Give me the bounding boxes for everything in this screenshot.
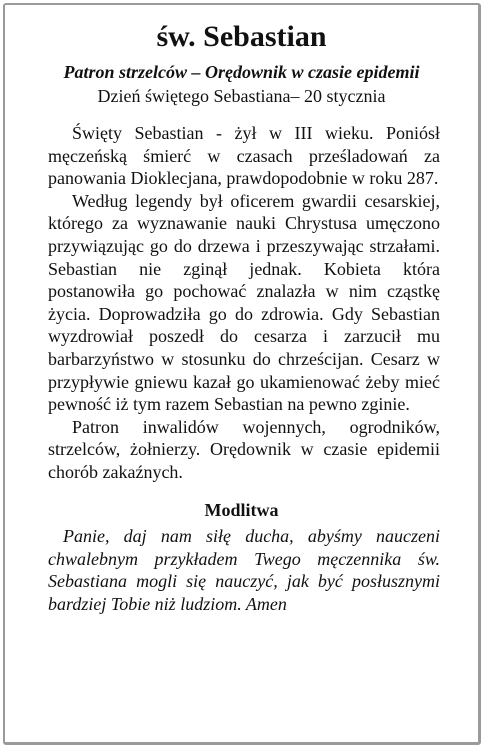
biography-paragraph: Według legendy był oficerem gwardii cesarskiej, którego za wyznawanie nauki Chrystusa umęczono przywiązując go do drzewa i przeszywając strzałami. Sebastian nie zginął jednak. Kobieta która postanowiła go pochować znalazła w nim cząstkę życia. Doprowadziła go do zdrowia. Gdy Sebastian wyzdrowiał poszedł do cesarza i zarzucił mu barbarzyństwo w stosunku do chrześcijan. Cesarz w przypływie gniewu kazał go ukamienować żeby mieć pewność iż tym razem Sebastian na pewno zginie.: [48, 190, 440, 415]
card-header: [5, 19, 478, 107]
biography-paragraph: Patron inwalidów wojennych, ogrodników, strzelców, żołnierzy. Orędownik w czasie epidemii chorób zakaźnych.: [48, 416, 440, 482]
biography-text: [48, 122, 440, 484]
biography-paragraph: Święty Sebastian - żył w III wieku. Poniósł męczeńską śmierć w czasach prześladowań za panowania Dioklecjana, prawdopodobnie w roku 287.: [48, 123, 440, 189]
feast-day: Dzień świętego Sebastiana– 20 stycznia: [97, 86, 386, 106]
prayer-heading: Modlitwa: [204, 500, 279, 520]
prayer-text-block: [48, 525, 440, 615]
prayer-card: [3, 3, 481, 745]
prayer-text: Panie, daj nam siłę ducha, abyśmy nauczeni chwalebnym przykładem Twego męczennika św. Sebastiana mogli się nauczyć, jak być posłusznymi bardziej Tobie niż ludziom. Amen: [48, 526, 440, 614]
saint-title: św. Sebastian: [156, 20, 327, 53]
patronage-subtitle: Patron strzelców – Orędownik w czasie epidemii: [63, 62, 420, 82]
